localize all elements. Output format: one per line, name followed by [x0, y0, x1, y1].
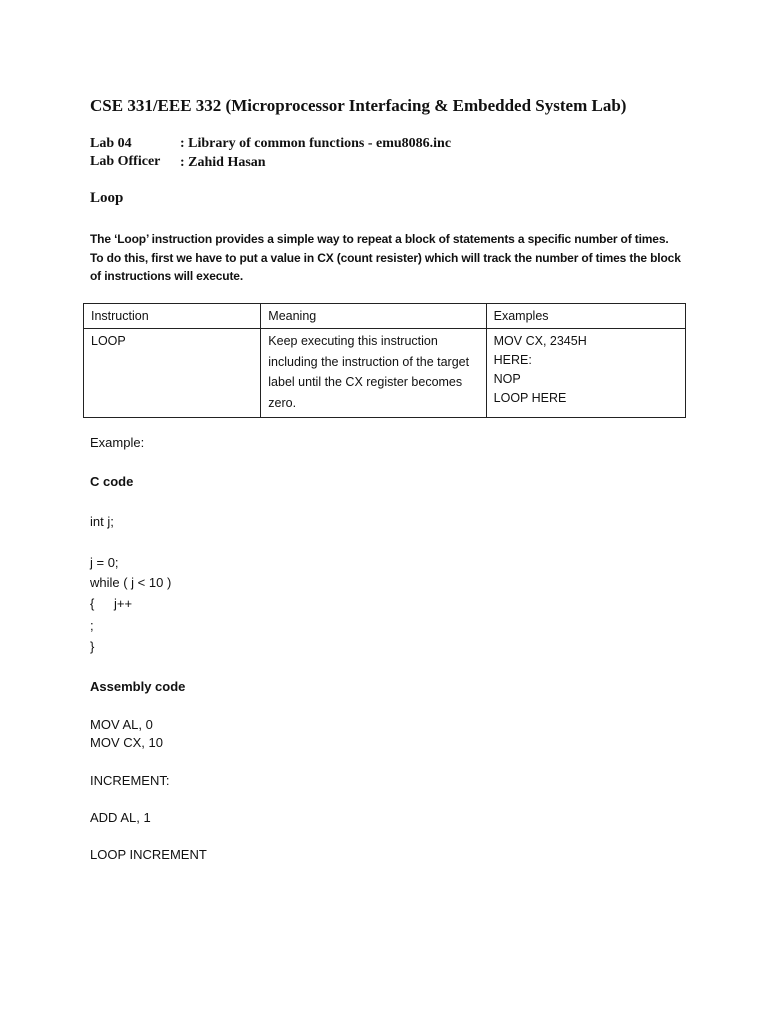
example-line: NOP	[493, 372, 521, 386]
section-heading-loop: Loop	[90, 190, 124, 206]
intro-paragraph	[90, 230, 690, 286]
assembly-code-heading: Assembly code	[90, 679, 186, 694]
instruction-name: LOOP	[91, 334, 126, 348]
example-line: MOV CX, 2345H	[493, 334, 587, 348]
intro-line: To do this, first we have to put a value in CX (count resister) which will track the number of times the block	[90, 250, 681, 265]
assembly-line-add: ADD AL, 1	[90, 810, 151, 825]
c-code-line-init: j = 0;	[90, 555, 119, 570]
c-code-brace-open: {	[90, 596, 95, 611]
assembly-line-loop: LOOP INCREMENT	[90, 847, 207, 862]
assembly-label-increment: INCREMENT:	[90, 773, 170, 788]
assembly-line-mov-cx: MOV CX, 10	[90, 735, 163, 750]
c-code-heading: C code	[90, 474, 134, 489]
table-cell-instruction	[84, 329, 261, 418]
table-cell-examples	[486, 329, 685, 418]
example-line: LOOP HERE	[493, 391, 567, 405]
c-code-increment: j++	[114, 596, 133, 611]
example-label: Example:	[90, 435, 145, 450]
lab-number-value: : Library of common functions - emu8086.inc	[180, 136, 452, 151]
lab-officer-label: Lab Officer	[90, 154, 161, 169]
table-row	[84, 329, 686, 418]
c-code-line-body	[90, 596, 132, 611]
loop-instruction-table	[83, 303, 686, 418]
lab-officer-value: : Zahid Hasan	[180, 155, 266, 170]
table-header-instruction: Instruction	[84, 304, 261, 329]
table-header-examples: Examples	[486, 304, 685, 329]
intro-line: of instructions will execute.	[90, 269, 244, 283]
document-title: CSE 331/EEE 332 (Microprocessor Interfacing & Embedded System Lab)	[90, 96, 627, 115]
c-code-line-semicolon: ;	[90, 618, 94, 633]
example-line: HERE:	[493, 353, 532, 367]
c-code-brace-close: }	[90, 639, 95, 654]
assembly-line-mov-al: MOV AL, 0	[90, 717, 153, 732]
lab-number-label: Lab 04	[90, 136, 132, 151]
table-cell-meaning: Keep executing this instruction including the instruction of the target label until the CX register becomes zero.	[261, 329, 486, 418]
c-code-line-while: while ( j < 10 )	[90, 575, 172, 590]
c-code-line-declaration: int j;	[90, 514, 114, 529]
table-header-meaning: Meaning	[261, 304, 486, 329]
table-header-row	[84, 304, 686, 329]
intro-line: The ‘Loop’ instruction provides a simple way to repeat a block of statements a specific number of times.	[90, 232, 669, 246]
